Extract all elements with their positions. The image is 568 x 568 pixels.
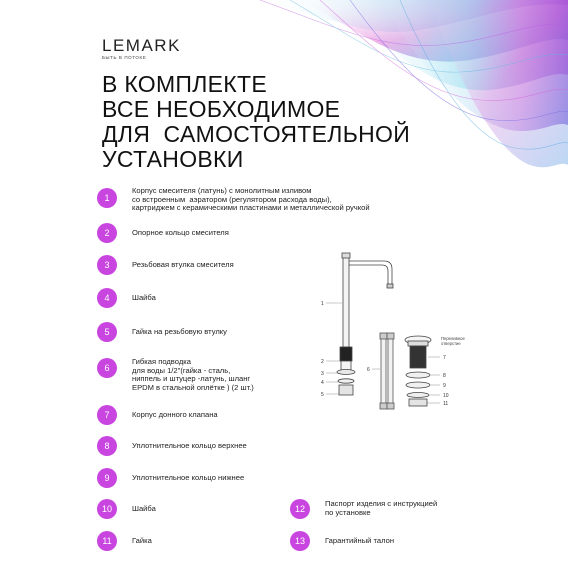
diagram-label: 3 bbox=[321, 371, 324, 377]
item-description: Шайба bbox=[132, 293, 156, 302]
list-item bbox=[97, 405, 218, 425]
item-description: Гибкая подводка для воды 1/2"(гайка - сталь, ниппель и штуцер -латунь, шланг EPDM в стальной оплётке ) (2 шт.) bbox=[132, 357, 254, 392]
item-number-badge: 11 bbox=[97, 531, 117, 551]
overflow-note-line-2: отверстие bbox=[441, 341, 461, 346]
list-item bbox=[290, 531, 394, 551]
diagram-label: 2 bbox=[321, 359, 324, 365]
title-line: УСТАНОВКИ bbox=[102, 146, 244, 172]
brand-name: LEMARK bbox=[102, 36, 181, 55]
diagram-label: 6 bbox=[367, 367, 370, 373]
item-number-badge: 6 bbox=[97, 358, 117, 378]
item-number-badge: 8 bbox=[97, 436, 117, 456]
diagram-label: 1 bbox=[321, 301, 324, 307]
list-item bbox=[290, 499, 437, 519]
list-item bbox=[97, 288, 156, 308]
drain-valve-drawing bbox=[405, 336, 431, 406]
item-number-badge: 4 bbox=[97, 288, 117, 308]
item-number-badge: 5 bbox=[97, 322, 117, 342]
item-description: Уплотнительное кольцо нижнее bbox=[132, 473, 245, 482]
diagram-label: 7 bbox=[443, 355, 446, 361]
item-number-badge: 2 bbox=[97, 223, 117, 243]
list-item bbox=[97, 358, 254, 392]
brand-tagline: БЫТЬ В ПОТОКЕ bbox=[102, 55, 147, 60]
item-description: Гайка на резьбовую втулку bbox=[132, 327, 227, 336]
item-number-badge: 7 bbox=[97, 405, 117, 425]
diagram-label: 4 bbox=[321, 380, 324, 386]
item-description: Корпус смесителя (латунь) с монолитным изливом со встроенным аэратором (регулятором расхода воды), картриджем с керамическими пластинами и металлической ручкой bbox=[132, 186, 370, 213]
item-description: Паспорт изделия с инструкцией по установке bbox=[325, 499, 438, 517]
item-number-badge: 1 bbox=[97, 188, 117, 208]
title-line: ДЛЯ САМОСТОЯТЕЛЬНОЙ bbox=[102, 121, 411, 147]
item-number-badge: 12 bbox=[290, 499, 310, 519]
item-description: Опорное кольцо смесителя bbox=[132, 228, 229, 237]
diagram-label: 11 bbox=[443, 401, 449, 407]
list-item bbox=[97, 531, 152, 551]
item-description: Гайка bbox=[132, 536, 152, 545]
diagram-label: 8 bbox=[443, 373, 446, 379]
list-item bbox=[97, 223, 229, 243]
item-description: Гарантийный талон bbox=[325, 536, 395, 545]
item-number-badge: 3 bbox=[97, 255, 117, 275]
item-number-badge: 13 bbox=[290, 531, 310, 551]
title-line: В КОМПЛЕКТЕ bbox=[102, 71, 267, 97]
title-line: ВСЕ НЕОБХОДИМОЕ bbox=[102, 96, 341, 122]
list-item bbox=[97, 322, 227, 342]
list-item bbox=[97, 468, 244, 488]
item-description: Корпус донного клапана bbox=[132, 410, 218, 419]
item-description: Шайба bbox=[132, 504, 156, 513]
overflow-note bbox=[441, 336, 466, 346]
list-item bbox=[97, 255, 234, 275]
assembly-diagram bbox=[300, 245, 500, 445]
diagram-label: 9 bbox=[443, 383, 446, 389]
list-item bbox=[97, 188, 370, 213]
diagram-label: 10 bbox=[443, 393, 449, 399]
overflow-note-line-1: Переливное bbox=[441, 336, 465, 341]
list-item bbox=[97, 499, 156, 519]
item-description: Резьбовая втулка смесителя bbox=[132, 260, 234, 269]
item-number-badge: 9 bbox=[97, 468, 117, 488]
item-number-badge: 10 bbox=[97, 499, 117, 519]
diagram-label: 5 bbox=[321, 392, 324, 398]
list-item bbox=[97, 436, 247, 456]
item-description: Уплотнительное кольцо верхнее bbox=[132, 441, 247, 450]
hose-drawing bbox=[380, 333, 394, 409]
